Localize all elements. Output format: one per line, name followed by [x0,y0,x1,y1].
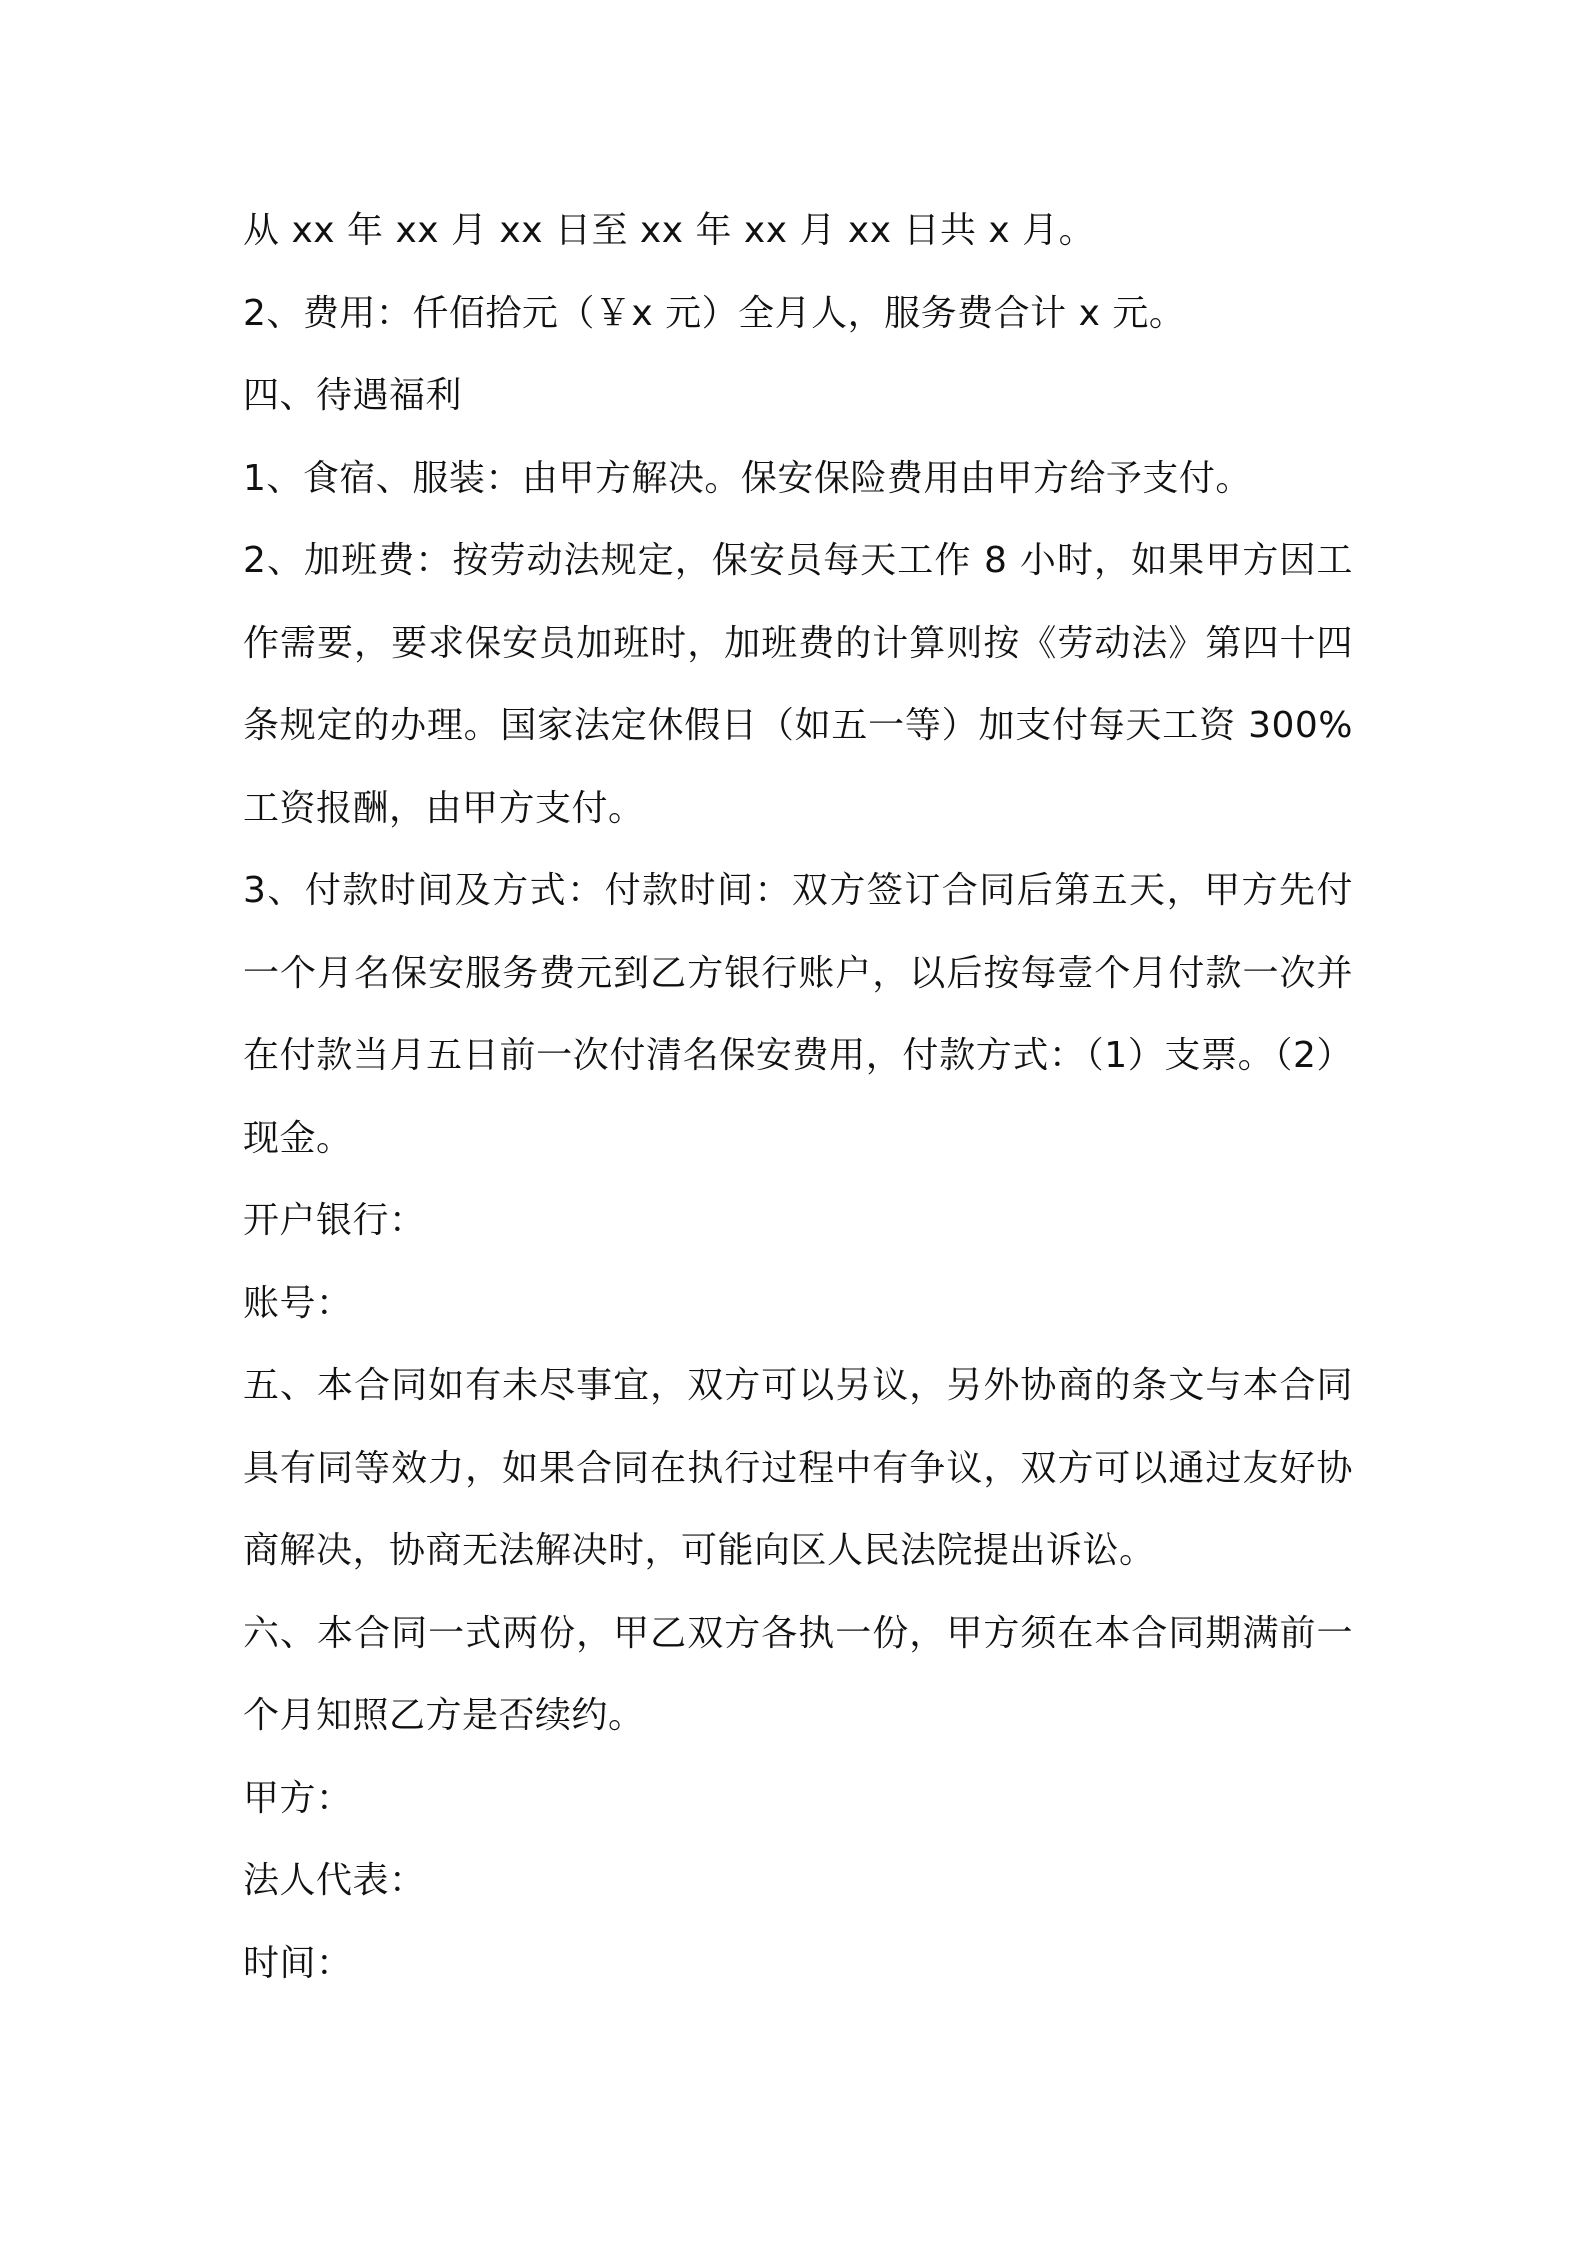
text-line: 1、食宿、服装：由甲方解决。保安保险费用由甲方给予支付。 [243,458,1252,499]
text-line: 个月知照乙方是否续约。 [243,1695,645,1736]
text-line: 2、加班费：按劳动法规定，保安员每天工作 8 小时，如果甲方因工 [243,540,1353,581]
text-line: 作需要，要求保安员加班时，加班费的计算则按《劳动法》第四十四 [243,623,1353,664]
text-line: 现金。 [243,1118,353,1159]
text-line: 在付款当月五日前一次付清名保安费用，付款方式：（1）支票。（2） [243,1035,1353,1076]
text-line: 从 xx 年 xx 月 xx 日至 xx 年 xx 月 xx 日共 x 月。 [243,210,1096,251]
bank-label: 开户银行： [243,1200,426,1241]
party-a-label: 甲方： [243,1778,353,1819]
text-line: 具有同等效力，如果合同在执行过程中有争议，双方可以通过友好协 [243,1448,1353,1489]
legal-representative-label: 法人代表： [243,1860,426,1901]
text-line: 条规定的办理。国家法定休假日（如五一等）加支付每天工资 300% [243,705,1353,746]
text-line: 一个月名保安服务费元到乙方银行账户，以后按每壹个月付款一次并 [243,953,1353,994]
text-line: 五、本合同如有未尽事宜，双方可以另议，另外协商的条文与本合同 [243,1365,1353,1406]
section-heading: 四、待遇福利 [243,375,463,416]
text-line: 3、付款时间及方式：付款时间：双方签订合同后第五天，甲方先付 [243,870,1353,911]
date-label: 时间： [243,1943,353,1984]
text-line: 六、本合同一式两份，甲乙双方各执一份，甲方须在本合同期满前一 [243,1613,1353,1654]
account-label: 账号： [243,1283,353,1324]
text-line: 工资报酬，由甲方支付。 [243,788,645,829]
text-line: 2、费用：仟佰拾元（￥x 元）全月人，服务费合计 x 元。 [243,293,1186,334]
text-line: 商解决，协商无法解决时，可能向区人民法院提出诉讼。 [243,1530,1156,1571]
